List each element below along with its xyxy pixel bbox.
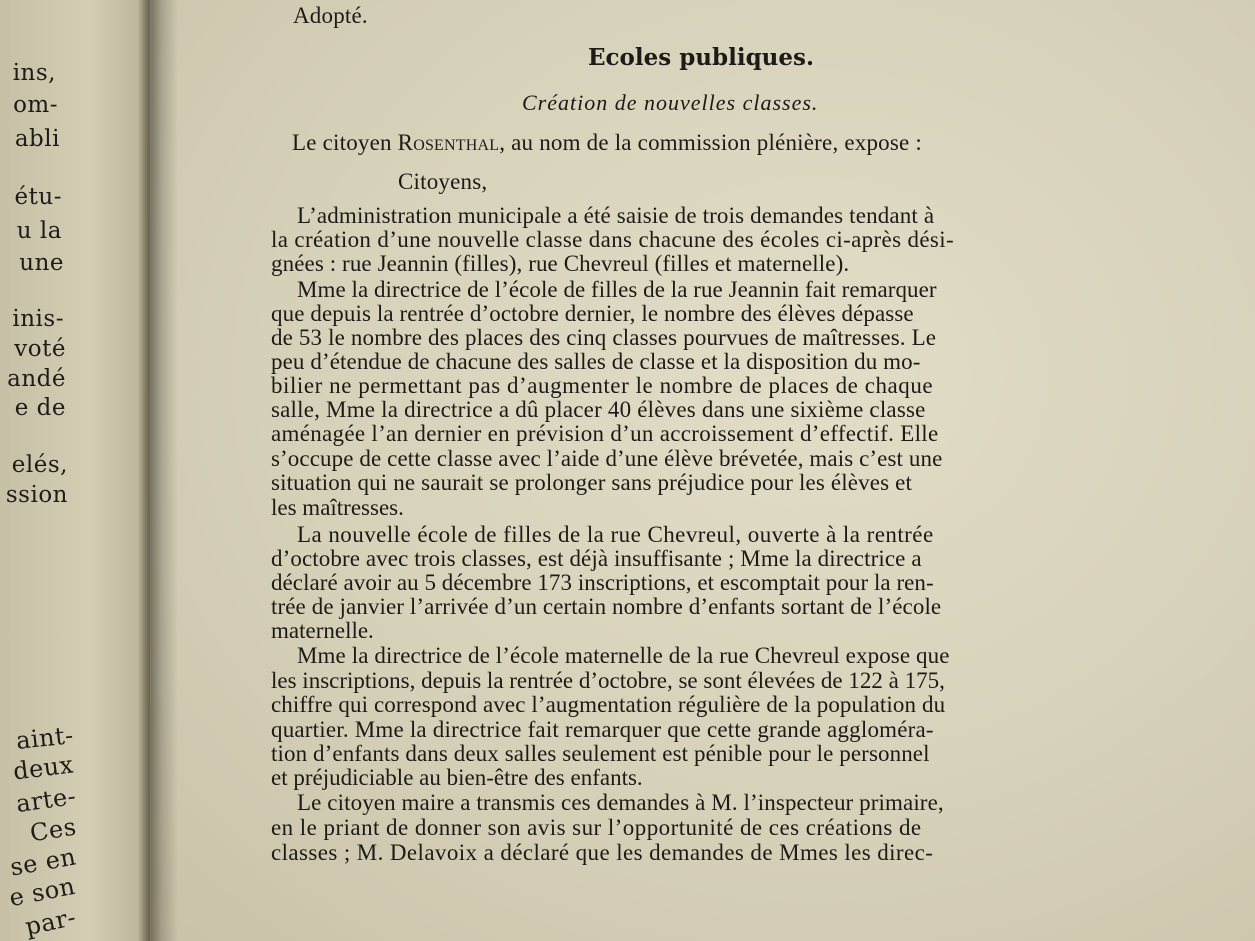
- body-line: trée de janvier l’arrivée d’un certain nombre d’enfants sortant de l’école: [271, 594, 942, 619]
- body-line: Mme la directrice de l’école de filles de la rue Jeannin fait remarquer: [297, 277, 937, 302]
- section-title: Ecoles publiques.: [588, 44, 814, 71]
- body-line: aménagée l’an dernier en prévision d’un accroissement d’effectif. Elle: [271, 421, 939, 446]
- left-line: par-: [22, 902, 79, 941]
- body-line: les maîtresses.: [271, 495, 404, 520]
- body-line: bilier ne permettant pas d’augmenter le nombre de places de chaque: [271, 373, 934, 398]
- body-line: Mme la directrice de l’école maternelle de la rue Chevreul expose que: [297, 643, 950, 668]
- right-page: [152, 0, 1255, 941]
- left-line: Ces: [27, 812, 78, 848]
- body-line: salle, Mme la directrice a dû placer 40 élèves dans une sixième classe: [271, 397, 926, 422]
- body-line: quartier. Mme la directrice fait remarquer que cette grande aggloméra-: [271, 717, 934, 742]
- left-line: aint-: [14, 721, 76, 755]
- adopte-line: Adopté.: [293, 3, 368, 28]
- body-line: tion d’enfants dans deux salles seulement est pénible pour le personnel: [271, 741, 930, 766]
- left-line: elés,: [11, 452, 68, 478]
- body-line: gnées : rue Jeannin (filles), rue Chevreul (filles et maternelle).: [271, 251, 850, 276]
- left-line: inis-: [12, 306, 64, 332]
- left-line: andé: [7, 366, 66, 392]
- body-line: maternelle.: [271, 618, 374, 643]
- left-line: ins,: [12, 60, 56, 86]
- intro-before: Le citoyen: [292, 130, 398, 155]
- body-line: peu d’étendue de chacune des salles de classe et la disposition du mo-: [271, 349, 921, 374]
- left-line: une: [19, 250, 64, 276]
- body-line: déclaré avoir au 5 décembre 173 inscriptions, et escomptait pour la ren-: [271, 570, 934, 595]
- left-page: [0, 0, 150, 941]
- body-line: en le priant de donner son avis sur l’opportunité de ces créations de: [271, 815, 922, 840]
- body-line: classes ; M. Delavoix a déclaré que les demandes de Mmes les direc-: [271, 840, 934, 865]
- left-line: e de: [14, 395, 66, 421]
- left-line: voté: [14, 336, 66, 362]
- salutation: Citoyens,: [398, 169, 488, 194]
- body-line: situation qui ne saurait se prolonger sans préjudice pour les élèves et: [271, 470, 913, 495]
- body-line: s’occupe de cette classe avec l’aide d’une élève brévetée, mais c’est une: [271, 446, 943, 471]
- body-line: La nouvelle école de filles de la rue Chevreul, ouverte à la rentrée: [297, 522, 934, 547]
- body-line: L’administration municipale a été saisie de trois demandes tendant à: [297, 203, 935, 228]
- body-line: chiffre qui correspond avec l’augmentation régulière de la population du: [271, 692, 946, 717]
- left-line: e son: [7, 871, 79, 913]
- body-line: la création d’une nouvelle classe dans chacune des écoles ci-après dési-: [271, 227, 954, 252]
- intro-after: , au nom de la commission plénière, expose :: [499, 130, 922, 155]
- subsection-title: Création de nouvelles classes.: [522, 90, 819, 115]
- intro-line: [292, 130, 922, 156]
- book-gutter-shadow: [138, 0, 178, 941]
- body-line: de 53 le nombre des places des cinq classes pourvues de maîtresses. Le: [271, 325, 937, 350]
- left-line: deux: [11, 750, 76, 786]
- body-line: les inscriptions, depuis la rentrée d’octobre, se sont élevées de 122 à 175,: [271, 668, 945, 693]
- body-line: que depuis la rentrée d’octobre dernier, le nombre des élèves dépasse: [271, 301, 914, 326]
- body-line: Le citoyen maire a transmis ces demandes à M. l’inspecteur primaire,: [297, 790, 944, 815]
- speaker-name: Rosenthal: [397, 130, 500, 155]
- left-line: om-: [13, 92, 58, 118]
- left-line: étu-: [14, 184, 62, 210]
- left-line: abli: [14, 126, 60, 152]
- left-line: se en: [7, 842, 78, 882]
- left-line: ssion: [5, 482, 68, 508]
- body-line: d’octobre avec trois classes, est déjà insuffisante ; Mme la directrice a: [271, 546, 922, 571]
- body-line: et préjudiciable au bien-être des enfants.: [271, 765, 643, 790]
- left-line: arte-: [14, 781, 78, 819]
- left-line: u la: [16, 218, 62, 244]
